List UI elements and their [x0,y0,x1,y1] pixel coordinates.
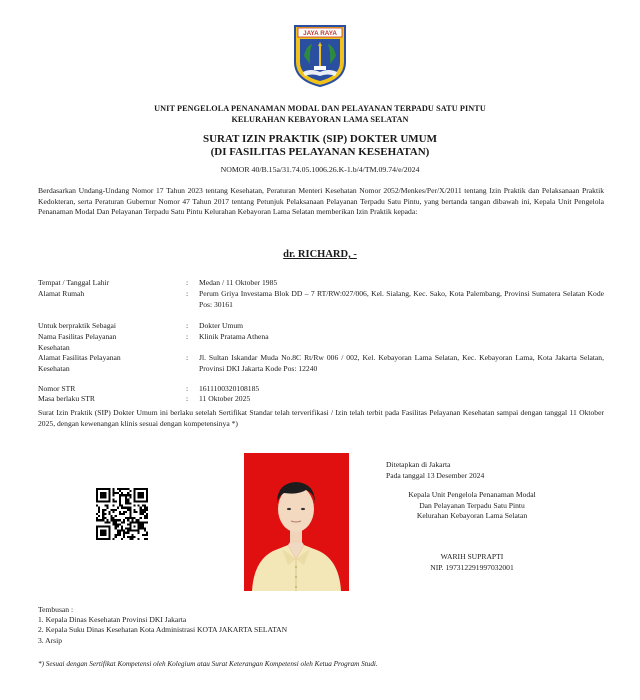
validity-note: Surat Izin Praktik (SIP) Dokter Umum ini berlaku setelah Sertifikat Standar telah terverifikasi / Izin telah terbit pada Fasilitas Pelayanan Kesehatan sampai dengan tanggal 11 Oktober 2025, dengan kewenangan klinis sesuai dengan kompetensinya *) [38,408,604,428]
document-number: NOMOR 40/B.15a/31.74.05.1006.26.K-1.b/4/TM.09.74/e/2024 [220,165,420,174]
holder-photo [244,453,349,591]
detail-label: Alamat Rumah [38,289,85,298]
detail-value: 11 Oktober 2025 [199,394,251,403]
detail-colon: : [186,394,189,403]
document-title [0,133,640,159]
role-line-1: Kepala Unit Pengelola Penanaman Modal [408,490,536,499]
carbon-copy-item: 1. Kepala Dinas Kesehatan Provinsi DKI Jakarta [38,615,187,625]
detail-colon: : [186,289,189,298]
qr-code [96,488,148,540]
signature-place-date [386,460,484,481]
intro-paragraph: Berdasarkan Undang-Undang Nomor 17 Tahun 2023 tentang Kesehatan, Peraturan Menteri Kesehatan Nomor 2052/Menkes/Per/X/2011 tentang Izin Praktik dan Pelaksanaan Praktik Kedokteran, serta Peraturan Gubernur Nomor 47 Tahun 2017 tentang Petunjuk Pelaksanaan Pelayanan Terpadu Satu Pintu, yang bertanda tangan dibawah ini, Kepala Unit Pengelola Penanaman Modal Dan Pelayanan Terpadu Satu Pintu Kelurahan Kebayoran Lama Selatan memberikan Izin Praktik kepada: [38,186,604,217]
detail-colon: : [186,353,189,362]
detail-label: Nama Fasilitas Pelayanan Kesehatan [38,332,117,352]
carbon-copy-item: 3. Arsip [38,635,63,645]
signatory [360,552,584,573]
detail-label: Alamat Fasilitas Pelayanan Kesehatan [38,353,121,373]
detail-label: Untuk berpraktik Sebagai [38,321,117,330]
detail-label: Masa berlaku STR [38,394,95,403]
detail-value: Dokter Umum [199,321,244,330]
title-line-1: SURAT IZIN PRAKTIK (SIP) DOKTER UMUM [203,133,437,145]
issued-date: Pada tanggal 13 Desember 2024 [386,470,485,480]
signatory-role [360,490,584,522]
issued-place: Ditetapkan di Jakarta [386,460,451,469]
detail-colon: : [186,332,189,341]
agency-header [0,103,640,125]
official-nip: NIP. 197312291997032001 [430,562,514,572]
role-line-3: Kelurahan Kebayoran Lama Selatan [416,511,528,521]
detail-label: Nomor STR [38,384,76,393]
detail-label: Tempat / Tanggal Lahir [38,278,110,287]
agency-name: UNIT PENGELOLA PENANAMAN MODAL DAN PELAYANAN TERPADU SATU PINTU [154,104,486,113]
holder-name [0,249,640,260]
holder-name-text: dr. RICHARD, - [283,249,357,260]
detail-value: Klinik Pratama Athena [199,332,269,341]
detail-value: 1611100320108185 [199,384,260,393]
detail-colon: : [186,321,189,330]
carbon-copy-list [38,605,287,646]
official-name: WARIH SUPRAPTI [440,552,504,561]
detail-value: Jl. Sultan Iskandar Muda No.8C Rt/Rw 006 / 002, Kel. Kebayoran Lama Selatan, Kec. Kebayoran Lama, Kota Jakarta Selatan, Provinsi DKI Jakarta Kode Pos: 12240 [199,353,604,373]
detail-value: Medan / 11 Oktober 1985 [199,278,278,287]
detail-colon: : [186,384,189,393]
carbon-copy-item: 2. Kepala Suku Dinas Kesehatan Kota Administrasi KOTA JAKARTA SELATAN [38,625,288,635]
carbon-copy-heading: Tembusan : [38,605,74,614]
holder-photo-image [244,453,349,591]
agency-subunit: KELURAHAN KEBAYORAN LAMA SELATAN [231,115,409,124]
detail-value: Perum Griya Investama Blok DD – 7 RT/RW:027/006, Kel. Sialang, Kec. Sako, Kota Palembang, Provinsi Sumatera Selatan Kode Pos: 30161 [199,289,604,309]
jakarta-coat-of-arms-icon [292,22,348,88]
title-line-2: (DI FASILITAS PELAYANAN KESEHATAN) [210,146,430,158]
role-line-2: Dan Pelayanan Terpadu Satu Pintu [419,500,525,510]
logo-banner-text: JAYA RAYA [303,30,337,38]
detail-colon: : [186,278,189,287]
footnote: *) Sesuai dengan Sertifikat Kompetensi oleh Kolegium atau Surat Keterangan Kompetensi oleh Ketua Program Studi. [38,660,378,668]
